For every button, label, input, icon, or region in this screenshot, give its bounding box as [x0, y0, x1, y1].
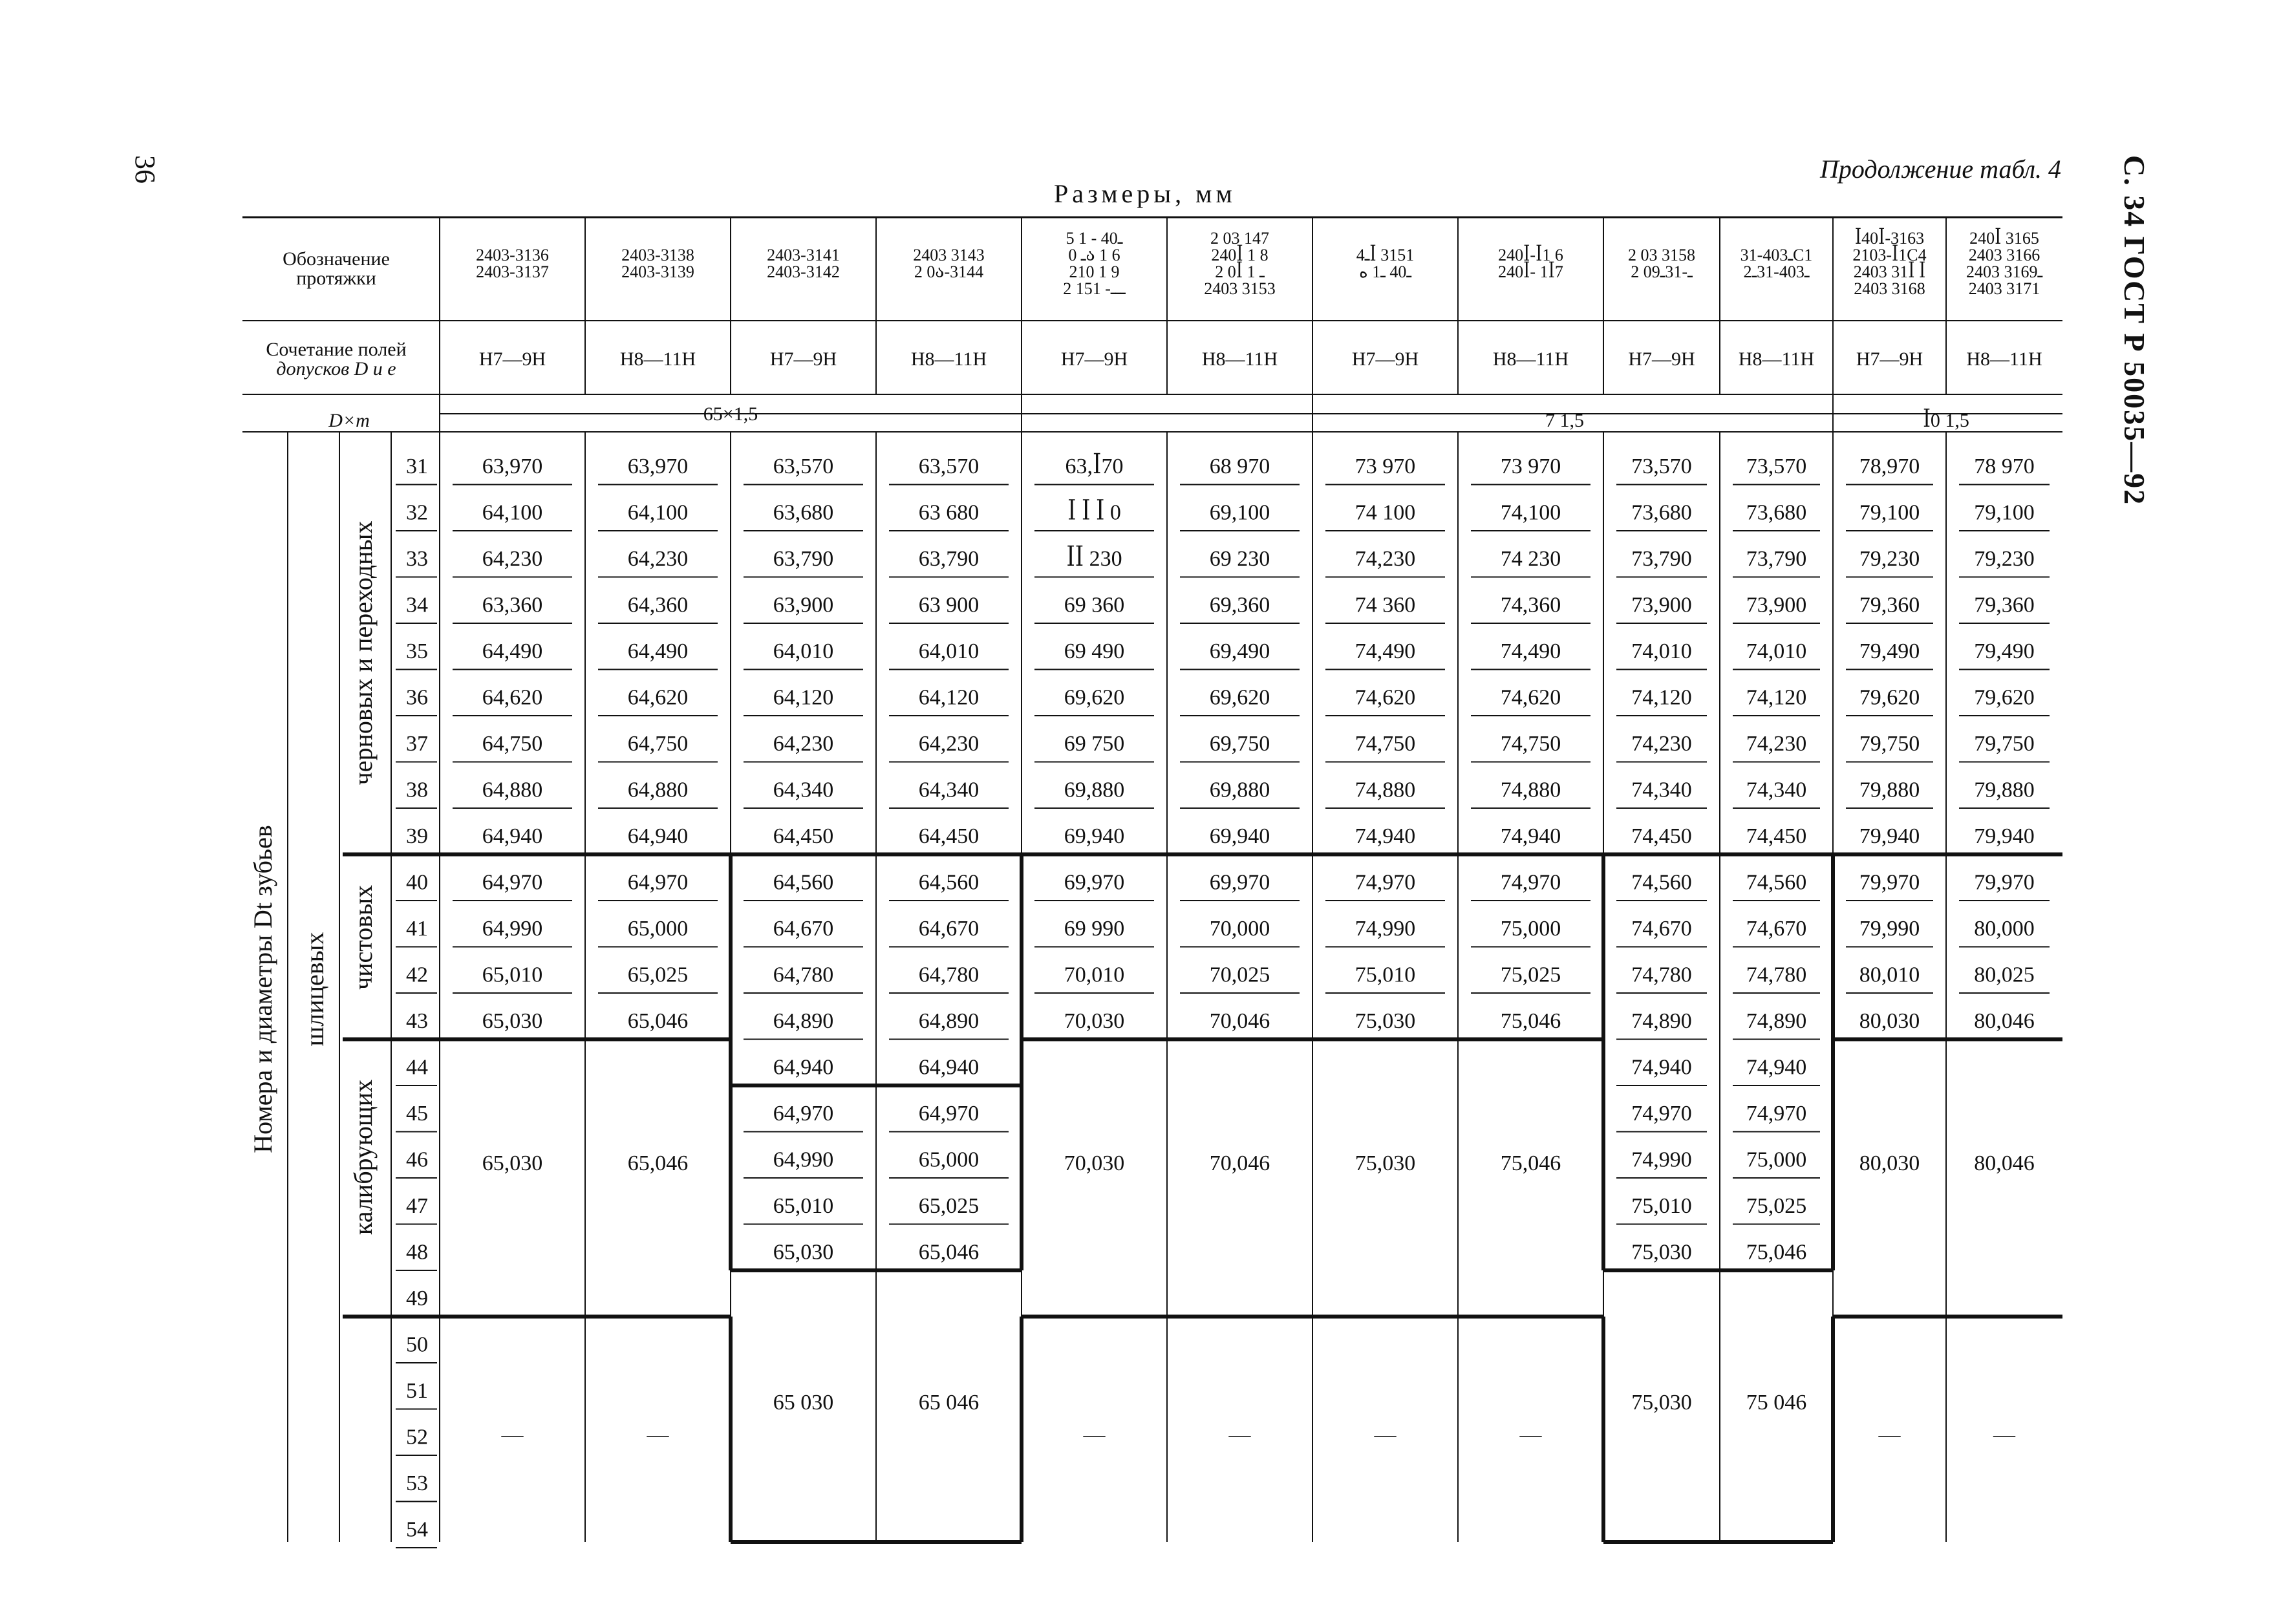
cell-value: 65,000: [918, 1148, 980, 1172]
merged-value: 75,046: [1500, 1151, 1561, 1175]
cell-value: 73,900: [1746, 593, 1807, 617]
designation-code: 2403-3138: [621, 246, 694, 264]
row-number: 33: [406, 547, 428, 571]
designation-code: 2103-ꟾ1C4: [1852, 246, 1927, 264]
cell-value: 80,010: [1859, 963, 1920, 987]
designation-code: 2403-3139: [621, 262, 694, 281]
cell-value: 79,970: [1974, 870, 2035, 895]
cell-value: 65,030: [773, 1240, 834, 1265]
cell-value: 74,560: [1631, 870, 1692, 895]
cell-value: 64,490: [482, 639, 543, 663]
tail-value: 65 030: [773, 1391, 834, 1415]
row-number: 51: [406, 1379, 428, 1403]
row-number: 44: [406, 1055, 428, 1080]
cell-value: 74 100: [1355, 500, 1416, 525]
tolerance-value: H7—9H: [1856, 348, 1923, 370]
row-number: 45: [406, 1102, 428, 1126]
cell-value: 64,890: [918, 1009, 980, 1033]
cell-value: 75,010: [1631, 1194, 1692, 1218]
cell-value: 69,490: [1209, 639, 1270, 663]
cell-value: 74,010: [1746, 639, 1807, 663]
cell-value: 74,620: [1355, 685, 1416, 710]
designation-code: 2 0ა-3144: [914, 262, 984, 281]
cell-value: 63,570: [773, 454, 834, 478]
designation-code: ـ40 - 1 5: [1066, 229, 1123, 248]
cell-value: 75,046: [1500, 1009, 1561, 1033]
merged-value: 70,030: [1064, 1151, 1125, 1175]
tolerance-value: H7—9H: [478, 348, 546, 370]
designation-code: 2403 31ꟾ ꟾ: [1853, 262, 1926, 281]
cell-value: 69,100: [1209, 500, 1270, 525]
cell-value: 64,340: [773, 778, 834, 802]
designation-label: Обозначение: [283, 248, 390, 270]
cell-value: 69,360: [1209, 593, 1270, 617]
cell-value: 75,030: [1355, 1009, 1416, 1033]
cell-value: 74,970: [1355, 870, 1416, 895]
designation-code: 2403 3168: [1854, 279, 1925, 298]
side-label-splined: шлицевых: [300, 932, 329, 1047]
cell-value: 69 990: [1064, 917, 1125, 941]
cell-value: 63,360: [482, 593, 543, 617]
cell-value: 69 490: [1064, 639, 1125, 663]
tolerance-label: Сочетание полей: [266, 339, 407, 360]
designation-code: 2403 3166: [1968, 246, 2040, 264]
row-number: 50: [406, 1332, 428, 1357]
cell-value: 63,570: [918, 454, 980, 478]
cell-value: 74,360: [1500, 593, 1561, 617]
tail-value: —: [1083, 1423, 1106, 1447]
cell-value: 65,046: [918, 1240, 980, 1265]
cell-value: 79,940: [1974, 824, 2035, 848]
cell-value: 74 230: [1500, 547, 1561, 571]
cell-value: 79,230: [1974, 547, 2035, 571]
cell-value: 64,940: [918, 1055, 980, 1080]
tolerance-value: H7—9H: [1628, 348, 1695, 370]
cell-value: 64,780: [773, 963, 834, 987]
tail-value: —: [1519, 1423, 1542, 1447]
cell-value: 74,890: [1746, 1009, 1807, 1033]
cell-value: 64,100: [627, 500, 689, 525]
cell-value: 75,010: [1355, 963, 1416, 987]
cell-value: 63 680: [918, 500, 980, 525]
designation-code: ـ403-31ـ2: [1743, 262, 1810, 281]
cell-value: 73 970: [1500, 454, 1561, 478]
sizes-title: Размеры, мм: [1054, 179, 1236, 208]
cell-value: 64,990: [773, 1148, 834, 1172]
cell-value: 79,750: [1859, 732, 1920, 756]
side-label-main: Номера и диаметры Dt зубьев: [248, 825, 277, 1153]
cell-value: 64,780: [918, 963, 980, 987]
cell-value: 64,230: [773, 732, 834, 756]
cell-value: 69 230: [1209, 547, 1270, 571]
cell-value: 63,790: [773, 547, 834, 571]
cell-value: 64,490: [627, 639, 689, 663]
dxm-group: 7 1,5: [1545, 410, 1584, 431]
row-number: 39: [406, 824, 428, 848]
cell-value: 64,620: [482, 685, 543, 710]
cell-value: 75,030: [1631, 1240, 1692, 1265]
cell-value: 65,030: [482, 1009, 543, 1033]
cell-value: 79,100: [1859, 500, 1920, 525]
cell-value: 65,025: [918, 1194, 980, 1218]
merged-value: 65,046: [627, 1151, 689, 1175]
table-continuation-label: Продолжение табл. 4: [1820, 155, 2062, 184]
cell-value: 64,230: [482, 547, 543, 571]
row-number: 46: [406, 1148, 428, 1172]
row-number: 37: [406, 732, 428, 756]
cell-value: 64,990: [482, 917, 543, 941]
tail-value: —: [1993, 1423, 2015, 1447]
cell-value: 64,450: [918, 824, 980, 848]
cell-value: 64,750: [482, 732, 543, 756]
cell-value: 79,230: [1859, 547, 1920, 571]
tolerance-value: H8—11H: [1492, 348, 1569, 370]
row-number: 34: [406, 593, 428, 617]
tolerance-label: допусков D и e: [276, 358, 396, 379]
cell-value: 70,030: [1064, 1009, 1125, 1033]
cell-value: 64,670: [773, 917, 834, 941]
cell-value: 69,750: [1209, 732, 1270, 756]
cell-value: 64,670: [918, 917, 980, 941]
cell-value: 63 900: [918, 593, 980, 617]
cell-value: 73,680: [1631, 500, 1692, 525]
row-number: 53: [406, 1471, 428, 1495]
cell-value: 74,340: [1631, 778, 1692, 802]
row-number: 49: [406, 1287, 428, 1310]
cell-value: 79,360: [1859, 593, 1920, 617]
cell-value: 73 970: [1355, 454, 1416, 478]
cell-value: 63,900: [773, 593, 834, 617]
cell-value: 74,490: [1355, 639, 1416, 663]
cell-value: 74,490: [1500, 639, 1561, 663]
cell-value: 65,000: [627, 917, 689, 941]
cell-value: 64,120: [918, 685, 980, 710]
tolerance-value: H7—9H: [1060, 348, 1128, 370]
cell-value: 74,880: [1500, 778, 1561, 802]
cell-value: 65,046: [627, 1009, 689, 1033]
cell-value: 79,490: [1859, 639, 1920, 663]
cell-value: 64,970: [627, 870, 689, 895]
row-number: 40: [406, 870, 428, 895]
cell-value: 75,000: [1746, 1148, 1807, 1172]
gost-reference: С. 34 ГОСТ Р 50035—92: [2118, 155, 2151, 506]
cell-value: 74,750: [1355, 732, 1416, 756]
row-number: 47: [406, 1194, 428, 1218]
cell-value: 74 360: [1355, 593, 1416, 617]
cell-value: 69 750: [1064, 732, 1125, 756]
cell-value: 74,970: [1631, 1102, 1692, 1126]
designation-code: 210 1 9: [1069, 262, 1120, 281]
cell-value: 74,780: [1631, 963, 1692, 987]
cell-value: 79,750: [1974, 732, 2035, 756]
page-number: 36: [129, 155, 161, 184]
cell-value: 65,010: [773, 1194, 834, 1218]
cell-value: 73,790: [1746, 547, 1807, 571]
designation-code: 2403 ـ3169: [1965, 262, 2043, 281]
cell-value: 63,970: [627, 454, 689, 478]
cell-value: 64,970: [918, 1102, 980, 1126]
cell-value: 63,970: [482, 454, 543, 478]
designation-code: 2403-3142: [767, 262, 840, 281]
cell-value: 70,046: [1209, 1009, 1270, 1033]
tail-value: —: [1374, 1423, 1397, 1447]
cell-value: 74,120: [1746, 685, 1807, 710]
cell-value: 69,970: [1209, 870, 1270, 895]
cell-value: 79,970: [1859, 870, 1920, 895]
cell-value: 64,560: [773, 870, 834, 895]
cell-value: 74,670: [1631, 917, 1692, 941]
cell-value: 69,880: [1064, 778, 1125, 802]
cell-value: 64,230: [627, 547, 689, 571]
designation-code: 2 0ـ-31ـ9: [1631, 262, 1693, 281]
tail-value: —: [647, 1423, 669, 1447]
cell-value: 74,990: [1355, 917, 1416, 941]
cell-value: 64,970: [482, 870, 543, 895]
cell-value: 73,900: [1631, 593, 1692, 617]
cell-value: 64,010: [918, 639, 980, 663]
cell-value: 80,046: [1974, 1009, 2035, 1033]
designation-code: 240ꟾ- 1ꟾ7: [1498, 262, 1563, 281]
cell-value: 79,620: [1859, 685, 1920, 710]
tail-value: 75 046: [1746, 1391, 1807, 1415]
row-number: 42: [406, 963, 428, 987]
cell-value: 64,880: [482, 778, 543, 802]
tail-value: —: [1878, 1423, 1901, 1447]
cell-value: 63,790: [918, 547, 980, 571]
cell-value: 74,890: [1631, 1009, 1692, 1033]
designation-code: ـ 0ა 1 6: [1068, 246, 1120, 264]
cell-value: 79,490: [1974, 639, 2035, 663]
dxm-label: D×m: [328, 410, 370, 431]
cell-value: 79,940: [1859, 824, 1920, 848]
cell-value: 79,880: [1859, 778, 1920, 802]
cell-value: 74,940: [1500, 824, 1561, 848]
cell-value: 74,940: [1631, 1055, 1692, 1080]
row-number: 54: [406, 1517, 428, 1542]
cell-value: 64,880: [627, 778, 689, 802]
cell-value: 74,340: [1746, 778, 1807, 802]
cell-value: 73,790: [1631, 547, 1692, 571]
row-number: 38: [406, 778, 428, 802]
dxm-group: ꟾ0 1,5: [1923, 410, 1969, 431]
cell-value: 68 970: [1209, 454, 1270, 478]
designation-code: 240ꟾ 1 8: [1211, 246, 1269, 264]
cell-value: 74,940: [1746, 1055, 1807, 1080]
side-label-calibrating: калибрующих: [348, 1079, 378, 1235]
tail-value: 75,030: [1631, 1391, 1692, 1415]
cell-value: 69,620: [1064, 685, 1125, 710]
designation-code: 2 0ꟾ 1 ـ: [1215, 262, 1265, 281]
cell-value: 74,970: [1500, 870, 1561, 895]
cell-value: 74,670: [1746, 917, 1807, 941]
cell-value: 74,990: [1631, 1148, 1692, 1172]
designation-code: ـ403-31C1: [1740, 246, 1813, 264]
cell-value: 75,025: [1500, 963, 1561, 987]
cell-value: 69,620: [1209, 685, 1270, 710]
cell-value: 73,680: [1746, 500, 1807, 525]
cell-value: 70,000: [1209, 917, 1270, 941]
cell-value: 74,750: [1500, 732, 1561, 756]
cell-value: 64,940: [482, 824, 543, 848]
designation-code: 2403 3153: [1204, 279, 1276, 298]
cell-value: 64,620: [627, 685, 689, 710]
cell-value: 63,680: [773, 500, 834, 525]
designation-code: ꟾ40ꟾ-3163: [1854, 229, 1925, 248]
designation-code: 240ꟾ-ꟾ1 6: [1498, 246, 1563, 264]
cell-value: 74,560: [1746, 870, 1807, 895]
row-number: 32: [406, 500, 428, 525]
cell-value: 63,ꟾ70: [1065, 454, 1124, 478]
cell-value: 74,230: [1631, 732, 1692, 756]
side-label-roughing: черновых и переходных: [348, 520, 378, 785]
cell-value: 79,990: [1859, 917, 1920, 941]
cell-value: ꟾ ꟾ ꟾ 0: [1067, 500, 1121, 525]
tail-value: 65 046: [918, 1391, 980, 1415]
row-number: 41: [406, 917, 428, 941]
designation-code: ـ4ꟾ 3151: [1356, 246, 1415, 264]
dxm-group: 65×1,5: [703, 403, 758, 425]
designation-code: 2403-3137: [476, 262, 549, 281]
cell-value: 80,025: [1974, 963, 2035, 987]
cell-value: 69,940: [1064, 824, 1125, 848]
cell-value: 69,880: [1209, 778, 1270, 802]
cell-value: 70,025: [1209, 963, 1270, 987]
cell-value: 80,000: [1974, 917, 2035, 941]
row-number: 48: [406, 1240, 428, 1265]
designation-code: 2403-3136: [476, 246, 549, 264]
tolerance-value: H8—11H: [1738, 348, 1815, 370]
tail-value: —: [501, 1423, 524, 1447]
cell-value: 64,940: [627, 824, 689, 848]
cell-value: ꟾꟾ 230: [1066, 547, 1122, 571]
cell-value: 79,100: [1974, 500, 2035, 525]
cell-value: 74,940: [1355, 824, 1416, 848]
cell-value: 64,230: [918, 732, 980, 756]
tail-value: —: [1228, 1423, 1251, 1447]
cell-value: 74,100: [1500, 500, 1561, 525]
cell-value: 65,025: [627, 963, 689, 987]
cell-value: 69,940: [1209, 824, 1270, 848]
side-label-finishing: чистовых: [348, 885, 378, 990]
tolerance-value: H8—11H: [910, 348, 987, 370]
designation-code: 2403 3171: [1968, 279, 2040, 298]
cell-value: 74,010: [1631, 639, 1692, 663]
cell-value: 74,620: [1500, 685, 1561, 710]
merged-value: 75,030: [1355, 1151, 1416, 1175]
merged-value: 80,046: [1974, 1151, 2035, 1175]
cell-value: 64,890: [773, 1009, 834, 1033]
cell-value: 75,000: [1500, 917, 1561, 941]
row-number: 35: [406, 639, 428, 663]
merged-value: 65,030: [482, 1151, 543, 1175]
cell-value: 64,010: [773, 639, 834, 663]
cell-value: 64,560: [918, 870, 980, 895]
cell-value: 79,620: [1974, 685, 2035, 710]
designation-code: ـ40 ـ1 ه: [1359, 262, 1411, 281]
cell-value: 79,880: [1974, 778, 2035, 802]
row-number: 31: [406, 454, 428, 478]
designation-code: 2403 3143: [913, 246, 985, 264]
cell-value: 74,120: [1631, 685, 1692, 710]
cell-value: 74,230: [1355, 547, 1416, 571]
designation-code: 2 03 3158: [1628, 246, 1695, 264]
cell-value: 74,780: [1746, 963, 1807, 987]
cell-value: 64,360: [627, 593, 689, 617]
merged-value: 80,030: [1859, 1151, 1920, 1175]
tolerance-value: H8—11H: [1201, 348, 1278, 370]
cell-value: 69 360: [1064, 593, 1125, 617]
tolerance-value: H8—11H: [1966, 348, 2042, 370]
cell-value: 65,010: [482, 963, 543, 987]
tolerance-value: H8—11H: [619, 348, 696, 370]
merged-value: 70,046: [1209, 1151, 1270, 1175]
cell-value: 64,750: [627, 732, 689, 756]
cell-value: 80,030: [1859, 1009, 1920, 1033]
cell-value: 74,970: [1746, 1102, 1807, 1126]
designation-label: протяжки: [296, 268, 376, 289]
cell-value: 78,970: [1859, 454, 1920, 478]
cell-value: 78 970: [1974, 454, 2035, 478]
tolerance-value: H7—9H: [769, 348, 837, 370]
designation-code: 2 ـــ- 151: [1063, 279, 1126, 298]
cell-value: 70,010: [1064, 963, 1125, 987]
cell-value: 64,340: [918, 778, 980, 802]
designation-code: 2403-3141: [767, 246, 840, 264]
cell-value: 74,880: [1355, 778, 1416, 802]
row-number: 52: [406, 1425, 428, 1449]
cell-value: 64,940: [773, 1055, 834, 1080]
designation-code: 240ꟾ 3165: [1969, 229, 2039, 248]
cell-value: 75,025: [1746, 1194, 1807, 1218]
cell-value: 64,970: [773, 1102, 834, 1126]
cell-value: 69,970: [1064, 870, 1125, 895]
designation-code: 2 03 147: [1210, 229, 1269, 248]
row-number: 43: [406, 1009, 428, 1033]
cell-value: 74,450: [1631, 824, 1692, 848]
cell-value: 73,570: [1631, 454, 1692, 478]
cell-value: 79,360: [1974, 593, 2035, 617]
cell-value: 74,450: [1746, 824, 1807, 848]
cell-value: 74,230: [1746, 732, 1807, 756]
cell-value: 64,100: [482, 500, 543, 525]
cell-value: 75,046: [1746, 1240, 1807, 1265]
cell-value: 64,450: [773, 824, 834, 848]
cell-value: 73,570: [1746, 454, 1807, 478]
cell-value: 64,120: [773, 685, 834, 710]
tolerance-value: H7—9H: [1351, 348, 1419, 370]
row-number: 36: [406, 685, 428, 710]
